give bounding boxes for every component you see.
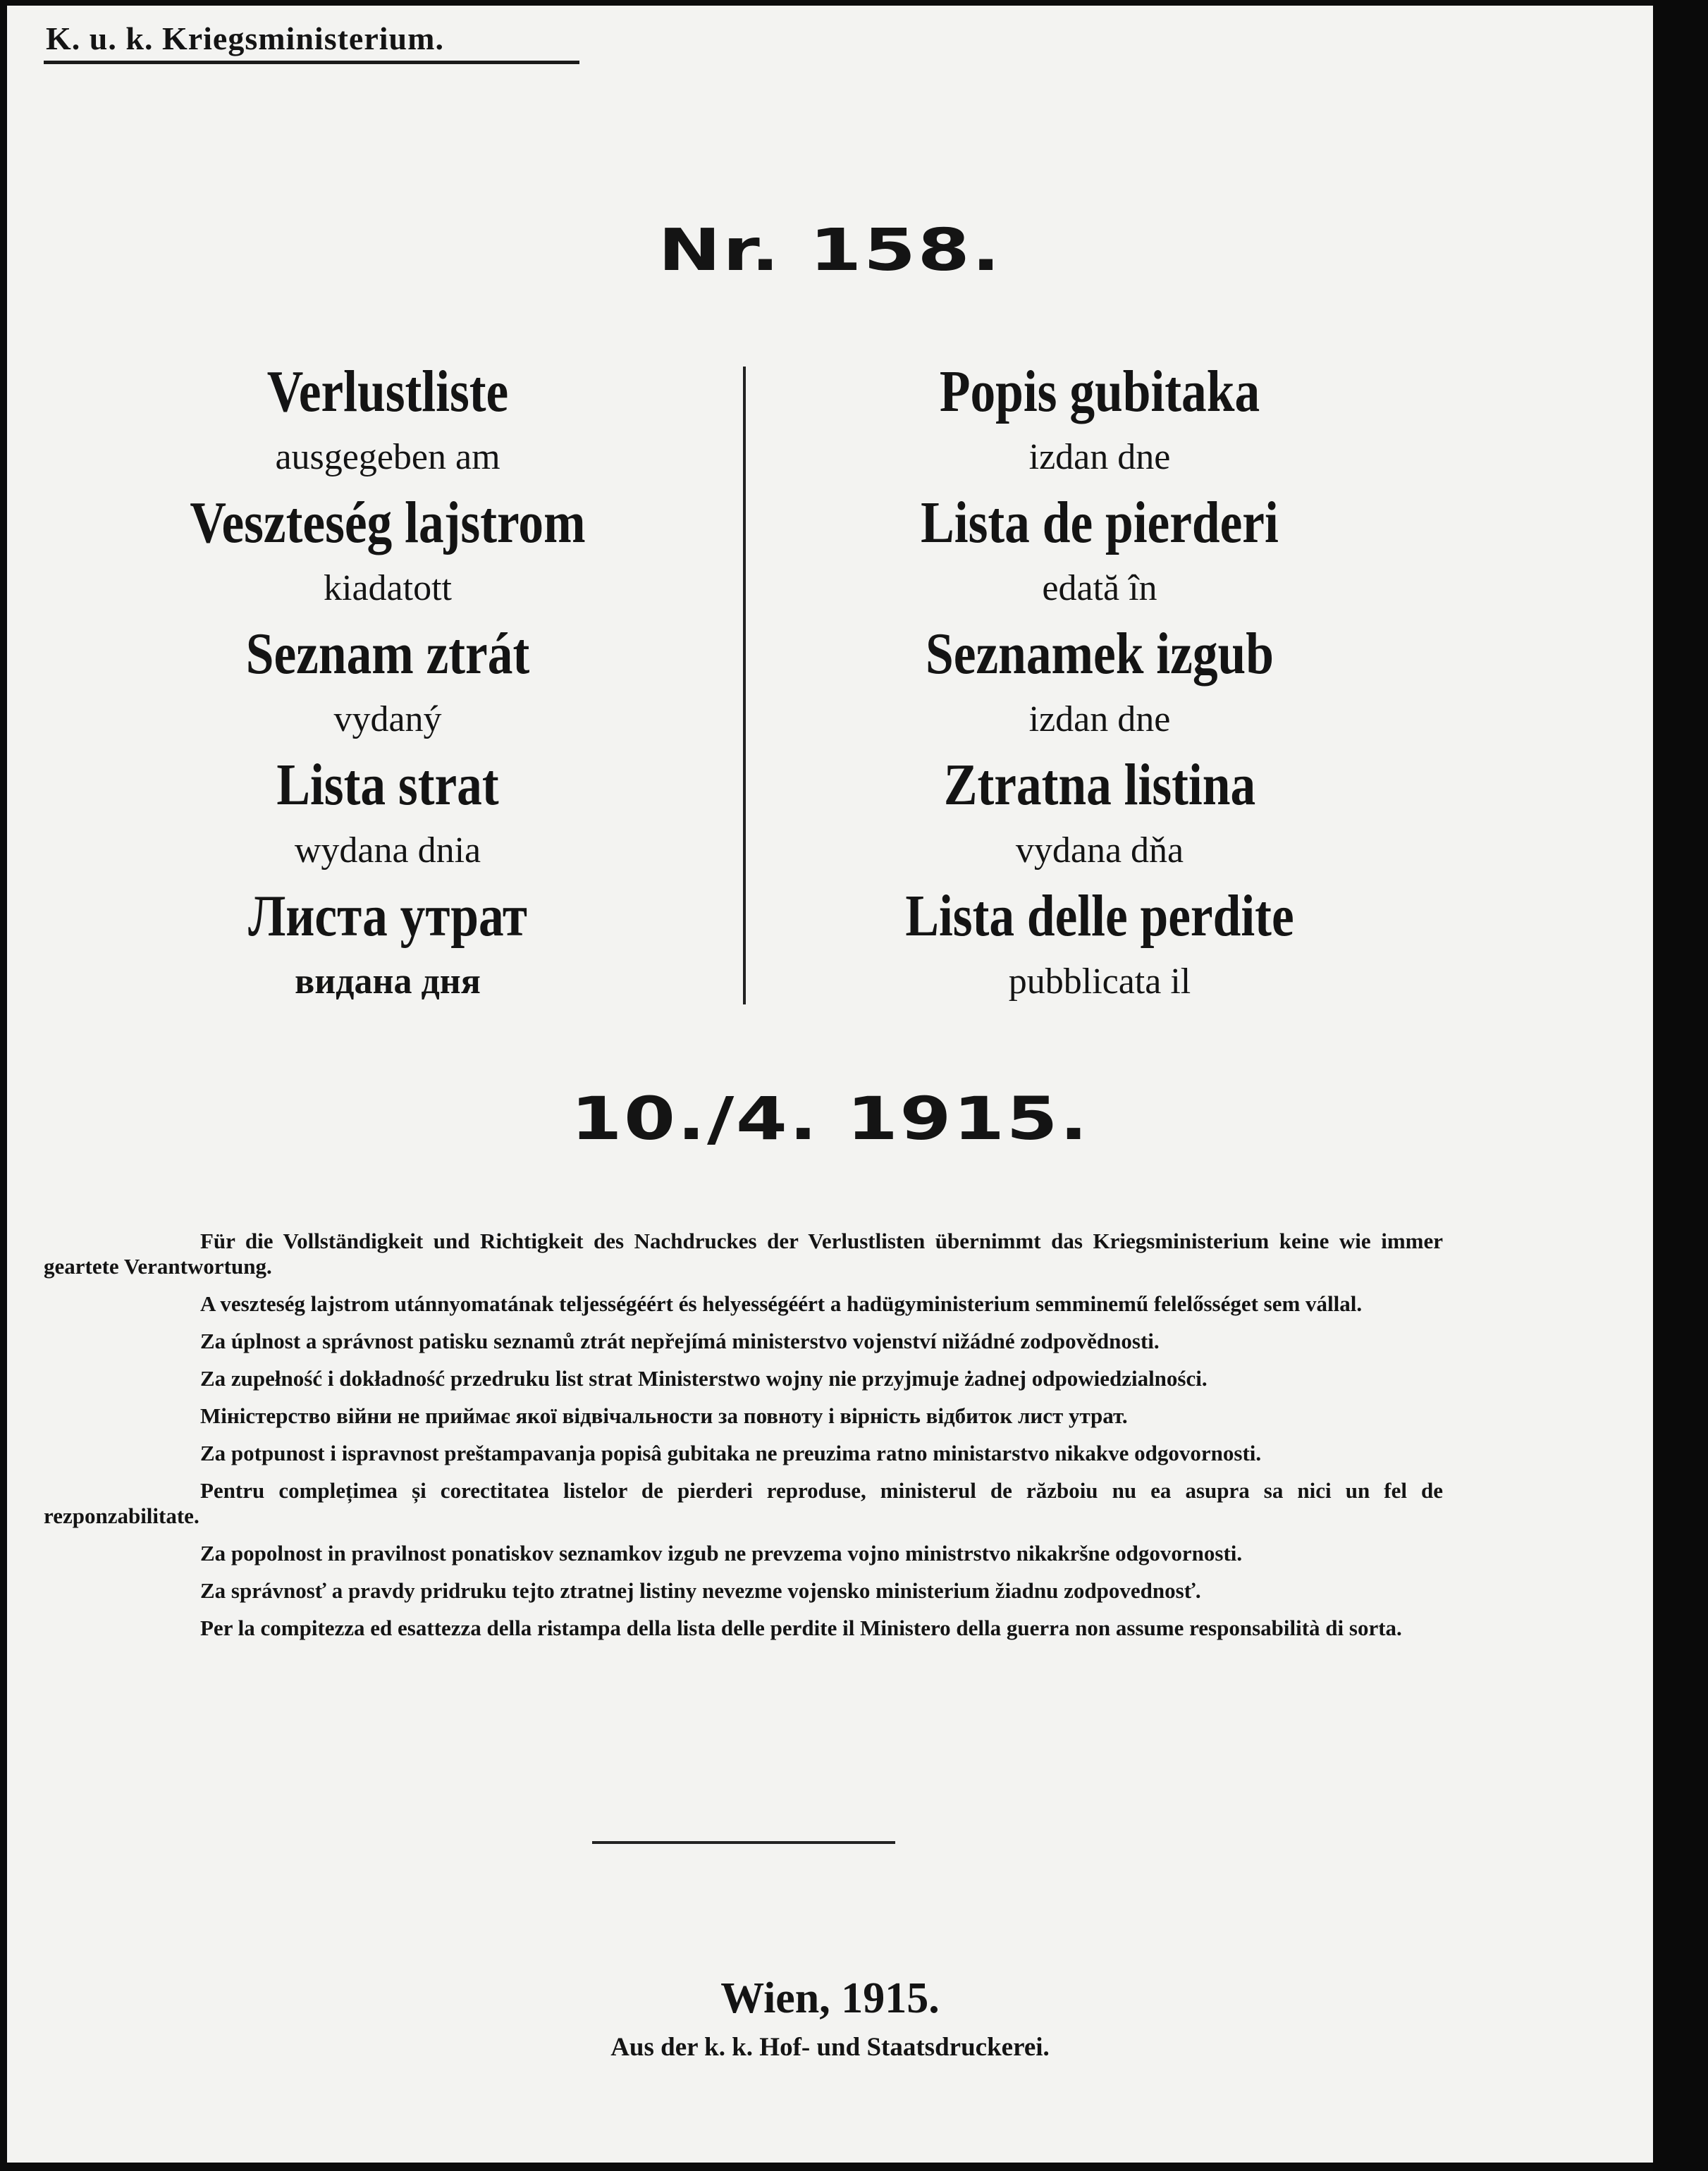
ministry-header: K. u. k. Kriegsministerium. xyxy=(46,20,444,56)
printer-line: Aus der k. k. Hof- und Staatsdruckerei. xyxy=(610,2033,1050,2062)
scan-edge xyxy=(1653,0,1708,2171)
disclaimer-romanian: Pentru complețimea și corectitatea listelor de pierderi reproduse, ministerul de războiu nu ea asupra sa nici un fel de rezponzabilitate. xyxy=(44,1478,1443,1528)
column-divider xyxy=(743,367,746,1004)
subtitle-slovak: vydana dňa xyxy=(1015,830,1184,871)
disclaimer-italian: Per la compitezza ed esattezza della ristampa della lista delle perdite il Ministero della guerra non assume responsabilità di sorta. xyxy=(200,1616,1402,1640)
disclaimer-german: Für die Vollständigkeit und Richtigkeit des Nachdruckes der Verlustlisten übernimmt das Kriegsministerium keine wie immer geartete Verantwortung. xyxy=(44,1229,1443,1279)
title-polish: Lista strat xyxy=(276,752,499,818)
subtitle-ukrainian: видана дня xyxy=(295,961,481,1002)
disclaimer-polish: Za zupełność i dokładność przedruku list strat Ministerstwo wojny nie przyjmuje żadnej odpowiedzialności. xyxy=(200,1366,1208,1391)
subtitle-romanian: edată în xyxy=(1042,568,1157,608)
subtitle-czech: vydaný xyxy=(333,699,442,739)
disclaimer-hungarian: A veszteség lajstrom utánnyomatának teljességéért és helyességéért a hadügyministerium semminemű felelősséget sem vállal. xyxy=(200,1291,1363,1316)
title-hungarian: Veszteség lajstrom xyxy=(190,490,586,555)
title-ukrainian: Листа утрат xyxy=(248,883,527,949)
subtitle-croatian: izdan dne xyxy=(1028,437,1171,477)
disclaimer-croatian: Za potpunost i ispravnost preštampavanja popisâ gubitaka ne preuzima ratno ministarstvo nikakve odgovornosti. xyxy=(200,1441,1262,1465)
disclaimer-slovak: Za správnosť a pravdy pridruku tejto ztratnej listiny nevezme vojensko ministerium žiadnu zodpovednosť. xyxy=(200,1578,1201,1603)
subtitle-hungarian: kiadatott xyxy=(324,568,452,608)
subtitle-italian: pubblicata il xyxy=(1008,961,1191,1002)
left-language-column xyxy=(35,358,740,1014)
right-language-column xyxy=(747,358,1452,1014)
subtitle-slovenian: izdan dne xyxy=(1028,699,1171,739)
title-czech: Seznam ztrát xyxy=(245,621,530,687)
header-rule xyxy=(44,61,579,64)
separator-rule xyxy=(592,1841,895,1844)
disclaimer-block xyxy=(44,1229,1443,1653)
title-romanian: Lista de pierderi xyxy=(921,490,1279,555)
title-croatian: Popis gubitaka xyxy=(939,359,1260,424)
document-page xyxy=(7,6,1653,2163)
disclaimer-czech: Za úplnost a správnost patisku seznamů ztrát nepřejímá ministerstvo vojenství nižádné zodpovědnosti. xyxy=(200,1329,1160,1353)
issue-date: 10./4. 1915. xyxy=(570,1084,1090,1153)
place-and-year: Wien, 1915. xyxy=(720,1974,940,2022)
title-slovenian: Seznamek izgub xyxy=(926,621,1274,687)
disclaimer-slovenian: Za popolnost in pravilnost ponatiskov seznamkov izgub ne prevzema vojno ministrstvo nikakršne odgovornosti. xyxy=(200,1541,1243,1566)
title-italian: Lista delle perdite xyxy=(905,883,1294,949)
title-slovak: Ztratna listina xyxy=(943,752,1256,818)
disclaimer-ukrainian: Міністерство війни не приймає якої відвічальности за повноту і вірність відбиток лист утрат. xyxy=(200,1403,1128,1428)
subtitle-german: ausgegeben am xyxy=(275,437,500,477)
subtitle-polish: wydana dnia xyxy=(294,830,481,871)
title-german: Verlustliste xyxy=(266,359,509,424)
list-number: Nr. 158. xyxy=(658,217,1002,284)
